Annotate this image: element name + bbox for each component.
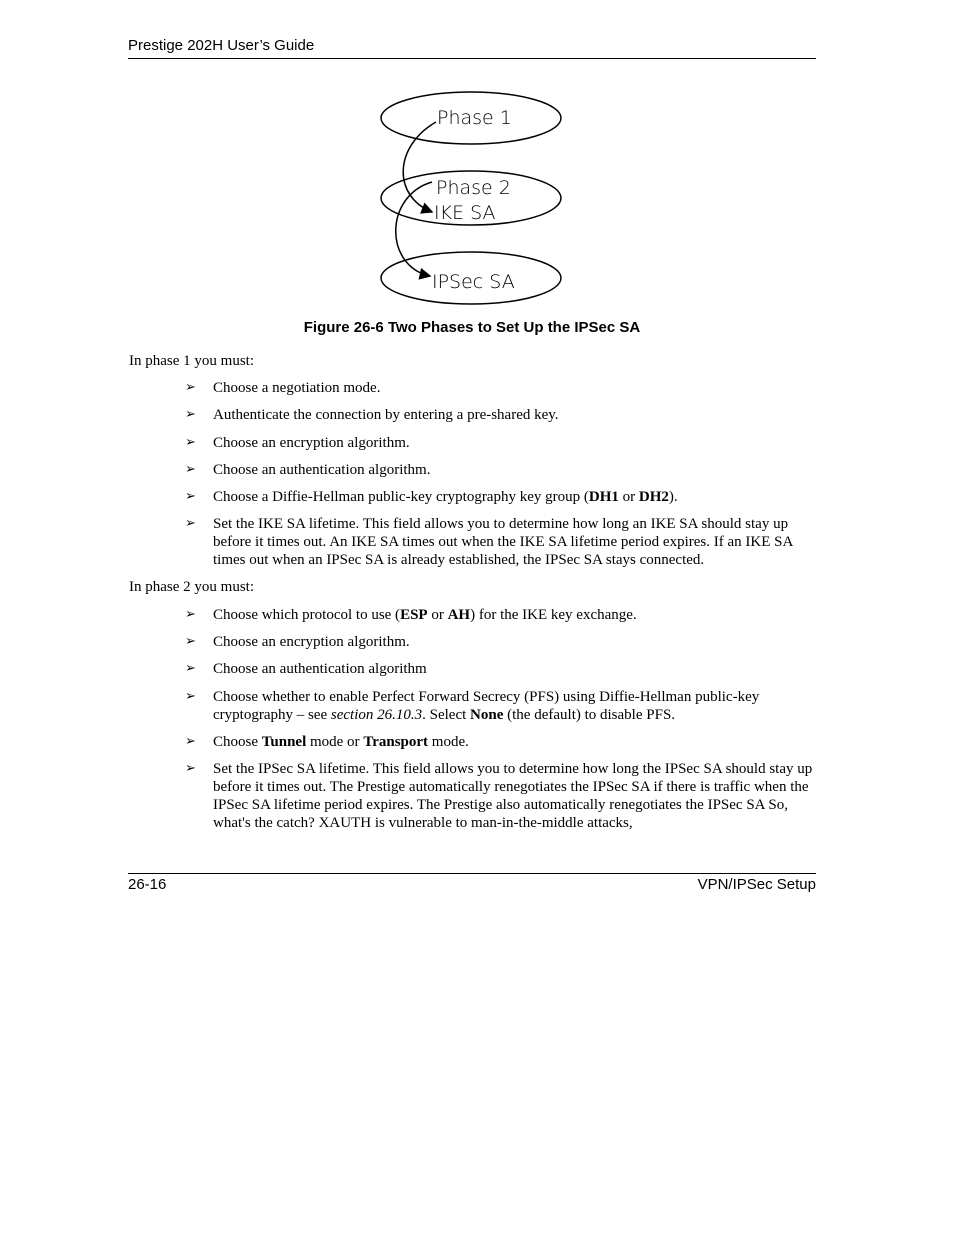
page-header xyxy=(128,37,816,59)
page-number: 26-16 xyxy=(128,876,167,893)
phase1-intro: In phase 1 you must: xyxy=(129,353,254,369)
two-phases-figure xyxy=(374,86,574,310)
phase2-intro: In phase 2 you must: xyxy=(129,579,254,595)
ipsec-phases-diagram xyxy=(374,86,574,310)
list-item-text: Authenticate the connection by entering a pre-shared key. xyxy=(213,407,559,423)
list-item-text: Choose which protocol to use (ESP or AH) for the IKE key exchange. xyxy=(213,607,637,623)
bullet-arrow-icon: ➢ xyxy=(185,689,196,704)
list-item-text: Choose an authentication algorithm. xyxy=(213,462,431,478)
list-item-text: Choose an encryption algorithm. xyxy=(213,435,410,451)
bullet-arrow-icon: ➢ xyxy=(185,516,196,531)
arrow-phase1-to-ike xyxy=(403,122,436,212)
bullet-arrow-icon: ➢ xyxy=(185,634,196,649)
label-ike-sa: IKE SA xyxy=(434,202,496,224)
list-item-text: Choose a negotiation mode. xyxy=(213,380,381,396)
bullet-arrow-icon: ➢ xyxy=(185,407,196,422)
footer-section: VPN/IPSec Setup xyxy=(697,876,816,893)
label-ipsec-sa: IPSec SA xyxy=(432,271,515,293)
header-title: Prestige 202H User’s Guide xyxy=(128,37,315,54)
bullet-arrow-icon: ➢ xyxy=(185,380,196,395)
bullet-arrow-icon: ➢ xyxy=(185,761,196,776)
list-item-text: Choose an encryption algorithm. xyxy=(213,634,410,650)
bullet-arrow-icon: ➢ xyxy=(185,435,196,450)
label-phase2: Phase 2 xyxy=(436,177,511,199)
page-footer xyxy=(128,873,816,893)
label-phase1: Phase 1 xyxy=(437,107,512,129)
figure-caption: Figure 26-6 Two Phases to Set Up the IPSec SA xyxy=(303,319,641,336)
list-item-text: Choose a Diffie-Hellman public-key cryptography key group (DH1 or DH2). xyxy=(213,489,678,505)
list-item-text: Choose Tunnel mode or Transport mode. xyxy=(213,734,469,750)
bullet-arrow-icon: ➢ xyxy=(185,734,196,749)
list-item-text: Set the IPSec SA lifetime. This field allows you to determine how long the IPSec SA should stay up before it times out. The Prestige automatically renegotiates the IPSec SA if there is traffic when the IPSec SA lifetime period expires. The Prestige also automatically renegotiates the IPSec SA So, what's the catch? XAUTH is vulnerable to man-in-the-middle attacks, xyxy=(213,761,813,831)
bullet-arrow-icon: ➢ xyxy=(185,607,196,622)
bullet-arrow-icon: ➢ xyxy=(185,661,196,676)
bullet-arrow-icon: ➢ xyxy=(185,462,196,477)
list-item-text: Set the IKE SA lifetime. This field allows you to determine how long an IKE SA should stay up before it times out. An IKE SA times out when the IKE SA lifetime period expires. If an IKE SA times out when an IPSec SA is already established, the IPSec SA stays connected. xyxy=(213,516,793,568)
section-link: section 26.10.3 xyxy=(330,707,423,723)
bullet-arrow-icon: ➢ xyxy=(185,489,196,504)
list-item-text: Choose an authentication algorithm xyxy=(213,661,427,677)
list-item-text: Choose whether to enable Perfect Forward Secrecy (PFS) using Diffie-Hellman public-key cryptography – see section 26.10.3. Select None (the default) to disable PFS. xyxy=(213,689,760,723)
